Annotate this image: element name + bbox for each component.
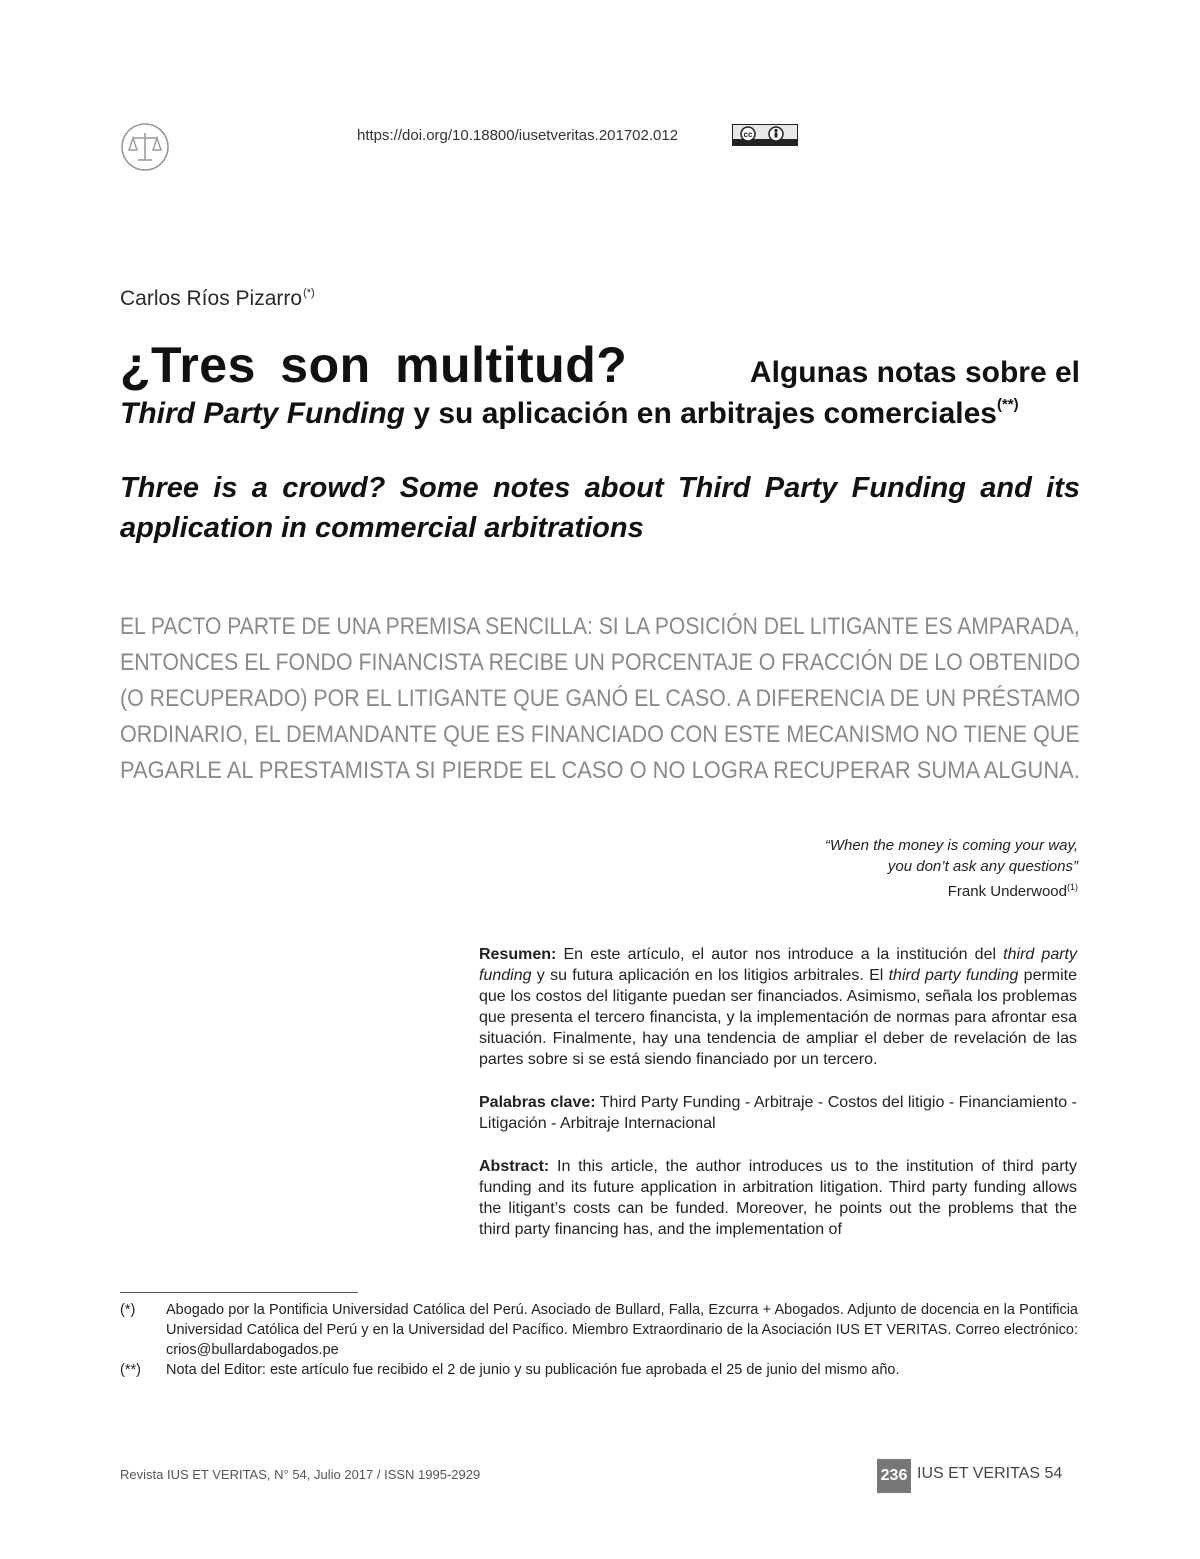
scales-of-justice-icon bbox=[120, 122, 170, 172]
pull-quote-line: PAGARLE AL PRESTAMISTA SI PIERDE EL CASO O NO LOGRA RECUPERAR SUMA ALGUNA. bbox=[120, 757, 1080, 784]
title-sub-italic: Third Party Funding bbox=[120, 397, 405, 430]
article-title bbox=[120, 336, 1080, 431]
journal-citation: Revista IUS ET VERITAS, N° 54, Julio 2017 / ISSN 1995-2929 bbox=[120, 1467, 481, 1482]
running-head: IUS ET VERITAS 54 bbox=[917, 1465, 1063, 1482]
resumen-label: Resumen: bbox=[479, 946, 557, 963]
keywords-paragraph bbox=[479, 1092, 1077, 1134]
author-name-text: Carlos Ríos Pizarro bbox=[120, 287, 303, 310]
footnote bbox=[120, 1360, 1078, 1380]
epigraph-attribution: Frank Underwood bbox=[947, 883, 1067, 900]
resumen-italic: third party funding bbox=[888, 967, 1019, 984]
pull-quote bbox=[120, 609, 1080, 789]
doi-link[interactable]: https://doi.org/10.18800/iusetveritas.201702.012 bbox=[357, 127, 679, 144]
footnote-mark: (**) bbox=[120, 1362, 141, 1378]
abstract-column bbox=[479, 944, 1077, 1262]
footnote-text: Nota del Editor: este artículo fue recibido el 2 de junio y su publicación fue aprobada el 25 de junio del mismo año. bbox=[166, 1362, 900, 1378]
title-sub-part2: y su aplicación en arbitrajes comerciales bbox=[413, 397, 997, 430]
pull-quote-line: ORDINARIO, EL DEMANDANTE QUE ES FINANCIADO CON ESTE MECANISMO NO TIENE QUE bbox=[120, 721, 1080, 748]
keywords-label: Palabras clave: bbox=[479, 1094, 596, 1111]
title-note-mark[interactable]: (**) bbox=[996, 396, 1019, 413]
footnote bbox=[120, 1300, 1078, 1360]
author-note-mark[interactable]: (*) bbox=[303, 287, 315, 299]
footnote-mark: (*) bbox=[120, 1302, 136, 1318]
cc-badge-text: cc bbox=[743, 130, 753, 139]
resumen-text: permite que los costos del litigante puedan ser financiados. Asimismo, señala los problemas que presenta el tercero financista, y la implementación de normas para afrontar esa situación. Finalmente, hay una tendencia de ampliar el deber de revelación de las partes sobre si se está siendo financiado por un tercero. bbox=[479, 967, 1078, 1068]
resumen-paragraph bbox=[479, 944, 1077, 1070]
pull-quote-line: ENTONCES EL FONDO FINANCISTA RECIBE UN PORCENTAJE O FRACCIÓN DE LO OBTENIDO bbox=[120, 649, 1081, 676]
abstract-text: In this article, the author introduces us to the institution of third party funding and its future application in arbitration litigation. Third party funding allows the litigant’s costs can be funded. Moreover, he points out the problems that the third party financing has, and the implementation of bbox=[479, 1158, 1077, 1238]
article-title-english: Three is a crowd? Some notes about Third Party Funding and its application in commercial arbitrations bbox=[120, 472, 1080, 544]
epigraph-line: “When the money is coming your way, bbox=[824, 837, 1078, 854]
footnote-text: Abogado por la Pontificia Universidad Católica del Perú. Asociado de Bullard, Falla, Ezcurra + Abogados. Adjunto de docencia en la Pontificia Universidad Católica del Perú y en la Universidad del Pacífico. Miembro Extraordinario de la Asociación IUS ET VERITAS. Correo electrónico: crios@bullardabogados.pe bbox=[166, 1302, 1078, 1358]
epigraph-line: you don’t ask any questions” bbox=[887, 858, 1078, 875]
abstract-label: Abstract: bbox=[479, 1158, 550, 1175]
title-main: ¿Tres son multitud? bbox=[120, 337, 628, 393]
footnote-divider bbox=[120, 1292, 358, 1293]
footnotes bbox=[120, 1300, 1078, 1380]
creative-commons-icon bbox=[732, 124, 798, 146]
resumen-italic: third party funding bbox=[479, 946, 1078, 984]
pull-quote-line: EL PACTO PARTE DE UNA PREMISA SENCILLA: SI LA POSICIÓN DEL LITIGANTE ES AMPARADA, bbox=[120, 613, 1080, 640]
epigraph-note-mark[interactable]: (1) bbox=[1067, 882, 1078, 892]
page-number: 236 bbox=[877, 1459, 911, 1493]
title-sub-part1: Algunas notas sobre el bbox=[749, 356, 1080, 389]
keywords-text: Third Party Funding - Arbitraje - Costos del litigio - Financiamiento - Litigación - Arbitraje Internacional bbox=[479, 1094, 1077, 1132]
resumen-text: En este artículo, el autor nos introduce a la institución del bbox=[556, 946, 1004, 963]
epigraph bbox=[825, 835, 1078, 902]
author-name bbox=[120, 287, 315, 311]
pull-quote-line: (O RECUPERADO) POR EL LITIGANTE QUE GANÓ EL CASO. A DIFERENCIA DE UN PRÉSTAMO bbox=[120, 685, 1081, 712]
resumen-text: y su futura aplicación en los litigios arbitrales. El bbox=[531, 967, 889, 984]
abstract-paragraph bbox=[479, 1156, 1077, 1240]
